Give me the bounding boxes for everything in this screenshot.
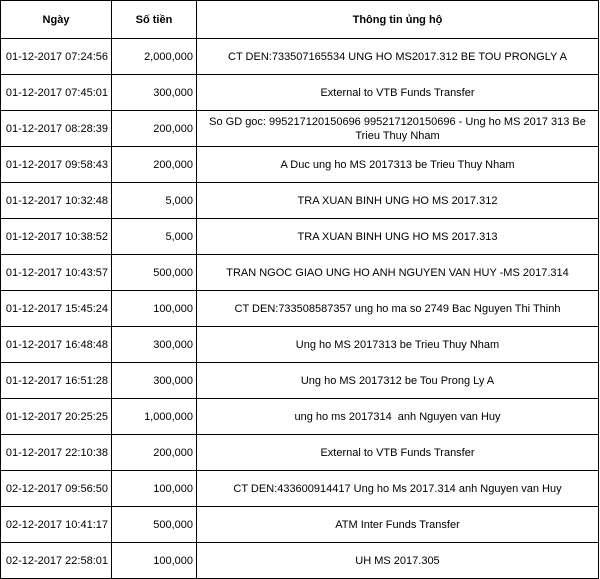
cell-date: 02-12-2017 10:41:17 <box>1 507 112 543</box>
table-row <box>1 291 599 327</box>
cell-amount: 500,000 <box>112 507 197 543</box>
table-row <box>1 435 599 471</box>
cell-date: 01-12-2017 08:28:39 <box>1 111 112 147</box>
cell-date: 01-12-2017 10:32:48 <box>1 183 112 219</box>
cell-amount: 5,000 <box>112 183 197 219</box>
cell-date: 01-12-2017 07:24:56 <box>1 39 112 75</box>
cell-date: 01-12-2017 10:43:57 <box>1 255 112 291</box>
table-row <box>1 219 599 255</box>
table-row <box>1 327 599 363</box>
table-row <box>1 363 599 399</box>
header-amount: Số tiền <box>112 1 197 39</box>
cell-info: CT DEN:733507165534 UNG HO MS2017.312 BE TOU PRONGLY A <box>197 39 599 75</box>
cell-date: 01-12-2017 10:38:52 <box>1 219 112 255</box>
cell-info: ung ho ms 2017314 anh Nguyen van Huy <box>197 399 599 435</box>
cell-date: 02-12-2017 09:56:50 <box>1 471 112 507</box>
cell-amount: 200,000 <box>112 111 197 147</box>
cell-amount: 300,000 <box>112 75 197 111</box>
table-row <box>1 147 599 183</box>
cell-info: TRA XUAN BINH UNG HO MS 2017.313 <box>197 219 599 255</box>
cell-amount: 100,000 <box>112 471 197 507</box>
cell-date: 01-12-2017 16:51:28 <box>1 363 112 399</box>
cell-info: Ung ho MS 2017312 be Tou Prong Ly A <box>197 363 599 399</box>
cell-amount: 1,000,000 <box>112 399 197 435</box>
cell-info: Ung ho MS 2017313 be Trieu Thuy Nham <box>197 327 599 363</box>
table-row <box>1 399 599 435</box>
header-info: Thông tin ủng hộ <box>197 1 599 39</box>
cell-info: UH MS 2017.305 <box>197 543 599 579</box>
cell-date: 01-12-2017 20:25:25 <box>1 399 112 435</box>
cell-amount: 200,000 <box>112 147 197 183</box>
header-date: Ngày <box>1 1 112 39</box>
table-row <box>1 471 599 507</box>
cell-amount: 100,000 <box>112 291 197 327</box>
cell-amount: 200,000 <box>112 435 197 471</box>
cell-info: A Duc ung ho MS 2017313 be Trieu Thuy Nham <box>197 147 599 183</box>
cell-amount: 300,000 <box>112 327 197 363</box>
cell-date: 01-12-2017 22:10:38 <box>1 435 112 471</box>
table-row <box>1 111 599 147</box>
cell-date: 01-12-2017 07:45:01 <box>1 75 112 111</box>
table-row <box>1 543 599 579</box>
cell-info: External to VTB Funds Transfer <box>197 435 599 471</box>
table-row <box>1 255 599 291</box>
cell-amount: 2,000,000 <box>112 39 197 75</box>
cell-info: TRAN NGOC GIAO UNG HO ANH NGUYEN VAN HUY -MS 2017.314 <box>197 255 599 291</box>
cell-date: 01-12-2017 15:45:24 <box>1 291 112 327</box>
cell-info: CT DEN:733508587357 ung ho ma so 2749 Bac Nguyen Thi Thinh <box>197 291 599 327</box>
table-body <box>1 39 599 579</box>
cell-info: External to VTB Funds Transfer <box>197 75 599 111</box>
cell-amount: 500,000 <box>112 255 197 291</box>
header-row <box>1 1 599 39</box>
table-row <box>1 75 599 111</box>
cell-info: TRA XUAN BINH UNG HO MS 2017.312 <box>197 183 599 219</box>
cell-info: ATM Inter Funds Transfer <box>197 507 599 543</box>
cell-amount: 300,000 <box>112 363 197 399</box>
table-row <box>1 507 599 543</box>
table-row <box>1 39 599 75</box>
cell-info: CT DEN:433600914417 Ung ho Ms 2017.314 anh Nguyen van Huy <box>197 471 599 507</box>
cell-date: 01-12-2017 09:58:43 <box>1 147 112 183</box>
cell-amount: 5,000 <box>112 219 197 255</box>
cell-date: 02-12-2017 22:58:01 <box>1 543 112 579</box>
cell-amount: 100,000 <box>112 543 197 579</box>
cell-date: 01-12-2017 16:48:48 <box>1 327 112 363</box>
table-header <box>1 1 599 39</box>
cell-info: So GD goc: 995217120150696 995217120150696 - Ung ho MS 2017 313 Be Trieu Thuy Nham <box>197 111 599 147</box>
table-row <box>1 183 599 219</box>
